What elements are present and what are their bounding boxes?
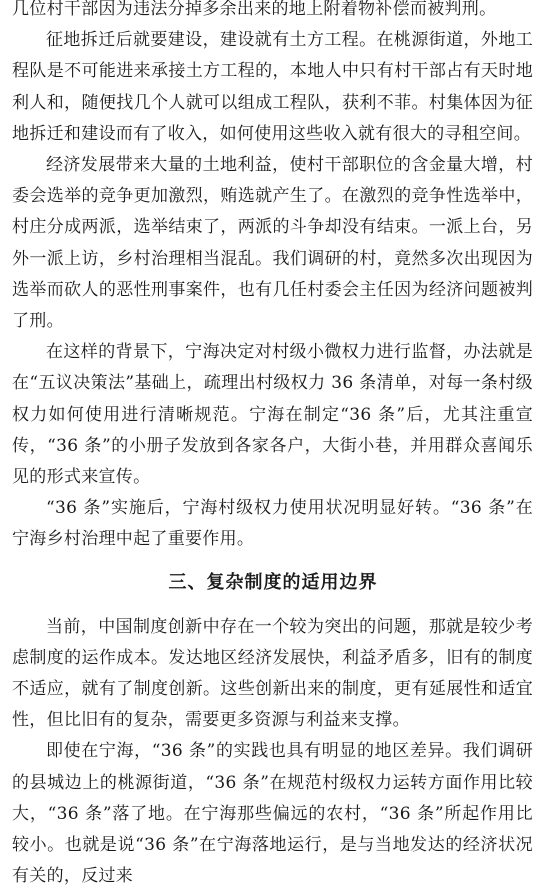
paragraph-7: 即使在宁海，“36 条”的实践也具有明显的地区差异。我们调研的县城边上的桃源街道，“36 条”在规范村级权力运转方面作用比较大，“36 条”落了地。在宁海那些偏远的农村，“36 条”所起作用比较小。也就是说“36 条”在宁海落地运行，是与当地发达的经济状况有关的，反过来: [12, 741, 533, 887]
section-heading: 三、复杂制度的适用边界: [168, 571, 378, 593]
paragraph-6: 当前，中国制度创新中存在一个较为突出的问题，那就是较少考虑制度的运作成本。发达地区经济发展快，利益矛盾多，旧有的制度不适应，就有了制度创新。这些创新出来的制度，更有延展性和适宜性，但比旧有的复杂，需要更多资源与利益来支撑。: [12, 616, 533, 731]
paragraph-4: 在这样的背景下，宁海决定对村级小微权力进行监督，办法就是在“五议决策法”基础上，疏理出村级权力 36 条清单，对每一条村级权力如何使用进行清晰规范。宁海在制定“36 条”后，尤其注重宣传，“36 条”的小册子发放到各家各户，大街小巷，并用群众喜闻乐见的形式来宣传。: [12, 342, 533, 488]
paragraph-5: “36 条”实施后，宁海村级权力使用状况明显好转。“36 条”在宁海乡村治理中起了重要作用。: [12, 498, 533, 550]
paragraph-1: 几位村干部因为违法分掉多余出来的地上附着物补偿而被判刑。: [12, 0, 497, 19]
paragraph-2: 征地拆迁后就要建设，建设就有土方工程。在桃源街道，外地工程队是不可能进来承接土方工程的，本地人中只有村干部占有天时地利人和，随便找几个人就可以组成工程队，获利不菲。村集体因为征地拆迁和建设而有了收入，如何使用这些收入就有很大的寻租空间。: [12, 30, 533, 144]
paragraph-3: 经济发展带来大量的土地利益，使村干部职位的含金量大增，村委会选举的竞争更加激烈，贿选就产生了。在激烈的竞争性选举中，村庄分成两派，选举结束了，两派的斗争却没有结束。一派上台，另外一派上访，乡村治理相当混乱。我们调研的村，竟然多次出现因为选举而砍人的恶性刑事案件，也有几任村委会主任因为经济问题被判了刑。: [12, 155, 533, 332]
